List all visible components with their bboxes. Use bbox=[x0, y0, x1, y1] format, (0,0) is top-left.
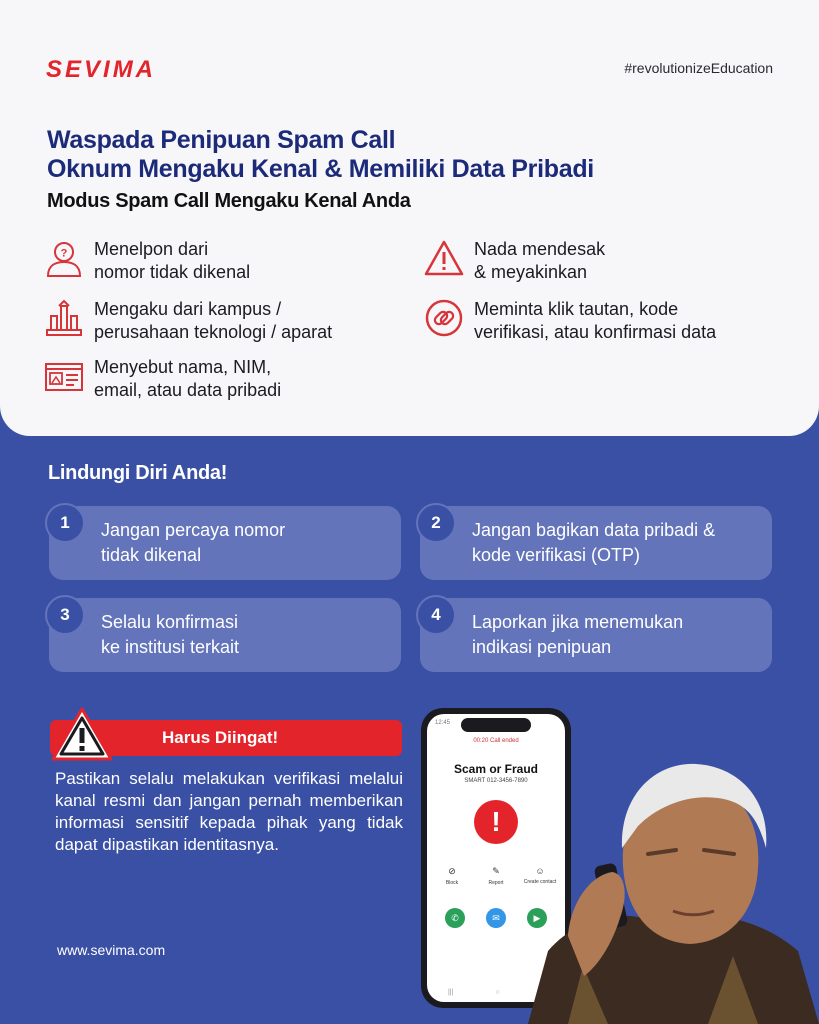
website-link[interactable]: www.sevima.com bbox=[57, 942, 166, 958]
protect-title: Lindungi Diri Anda! bbox=[48, 462, 228, 484]
tip-line: tidak dikenal bbox=[101, 545, 202, 565]
modus-line: nomor tidak dikenal bbox=[94, 262, 251, 282]
reminder-text: Pastikan selalu melakukan verifikasi melalui kanal resmi dan jangan pernah memberikan informasi sensitif kepada pihak yang tidak dapat dipastikan identitasnya. bbox=[55, 769, 403, 854]
modus-item bbox=[44, 238, 250, 284]
reminder-label: Harus Diingat! bbox=[162, 728, 279, 747]
unknown-caller-icon bbox=[44, 238, 84, 278]
nav-home-icon: ○ bbox=[495, 989, 500, 996]
nav-menu-icon: ||| bbox=[447, 989, 454, 996]
tip-number-badge: 1 bbox=[45, 503, 85, 543]
modus-line: Meminta klik tautan, kode bbox=[474, 299, 679, 319]
warning-triangle-icon bbox=[50, 706, 114, 762]
modus-line: Mengaku dari kampus / bbox=[94, 299, 282, 319]
tip-number-badge: 2 bbox=[416, 503, 456, 543]
block-action[interactable]: ⊘ Block bbox=[433, 866, 471, 886]
modus-item bbox=[44, 356, 281, 402]
report-icon: ✎ bbox=[492, 866, 500, 876]
tip-line: Laporkan jika menemukan bbox=[472, 612, 684, 632]
page-title bbox=[47, 126, 594, 184]
title-line-1: Waspada Penipuan Spam Call bbox=[47, 126, 396, 154]
tip-card bbox=[49, 506, 401, 580]
tip-card bbox=[420, 506, 772, 580]
report-action[interactable]: ✎ Report bbox=[477, 866, 515, 886]
modus-item bbox=[44, 298, 332, 344]
modus-item bbox=[424, 238, 605, 284]
title-line-2: Oknum Mengaku Kenal & Memiliki Data Pribadi bbox=[47, 155, 594, 183]
block-icon: ⊘ bbox=[448, 866, 456, 876]
link-icon bbox=[424, 298, 464, 338]
tip-number-badge: 4 bbox=[416, 595, 456, 635]
tip-line: kode verifikasi (OTP) bbox=[472, 545, 641, 565]
modus-line: email, atau data pribadi bbox=[94, 380, 282, 400]
tip-card bbox=[49, 598, 401, 672]
id-card-icon bbox=[44, 356, 84, 396]
modus-line: & meyakinkan bbox=[474, 262, 588, 282]
institution-icon bbox=[44, 298, 84, 338]
phone-notch bbox=[461, 718, 531, 732]
elderly-man-on-phone-illustration bbox=[508, 736, 819, 1024]
contact-icon: ☺ bbox=[535, 866, 545, 876]
phone-time: 12:45 bbox=[435, 720, 451, 726]
video-call-button[interactable]: ▶ bbox=[527, 908, 547, 928]
call-status: 00:20 Call ended bbox=[473, 738, 519, 744]
sevima-logo: SEVIMA bbox=[46, 56, 157, 83]
create-contact-action[interactable]: ☺ Create contact bbox=[521, 866, 559, 886]
tip-card bbox=[420, 598, 772, 672]
tip-number-badge: 3 bbox=[45, 595, 85, 635]
tip-line: Jangan bagikan data pribadi & bbox=[472, 520, 716, 540]
page-subtitle: Modus Spam Call Mengaku Kenal Anda bbox=[47, 190, 411, 212]
call-button[interactable]: ✆ bbox=[445, 908, 465, 928]
modus-line: verifikasi, atau konfirmasi data bbox=[474, 322, 717, 342]
svg-text:?: ? bbox=[60, 247, 68, 260]
caller-name: Scam or Fraud bbox=[453, 762, 539, 776]
modus-line: Nada mendesak bbox=[474, 239, 606, 259]
tip-line: indikasi penipuan bbox=[472, 637, 612, 657]
tip-line: Jangan percaya nomor bbox=[101, 520, 286, 540]
modus-line: Menelpon dari bbox=[94, 239, 209, 259]
message-button[interactable]: ✉ bbox=[486, 908, 506, 928]
warning-icon bbox=[424, 238, 464, 278]
tip-line: ke institusi terkait bbox=[101, 637, 240, 657]
modus-item bbox=[424, 298, 716, 344]
hashtag: #revolutionizeEducation bbox=[624, 60, 773, 76]
alert-icon: ! bbox=[474, 800, 518, 844]
caller-number: SMART 012-3456-7890 bbox=[464, 778, 528, 784]
tip-line: Selalu konfirmasi bbox=[101, 612, 239, 632]
modus-line: Menyebut nama, NIM, bbox=[94, 357, 272, 377]
modus-line: perusahaan teknologi / aparat bbox=[94, 322, 333, 342]
